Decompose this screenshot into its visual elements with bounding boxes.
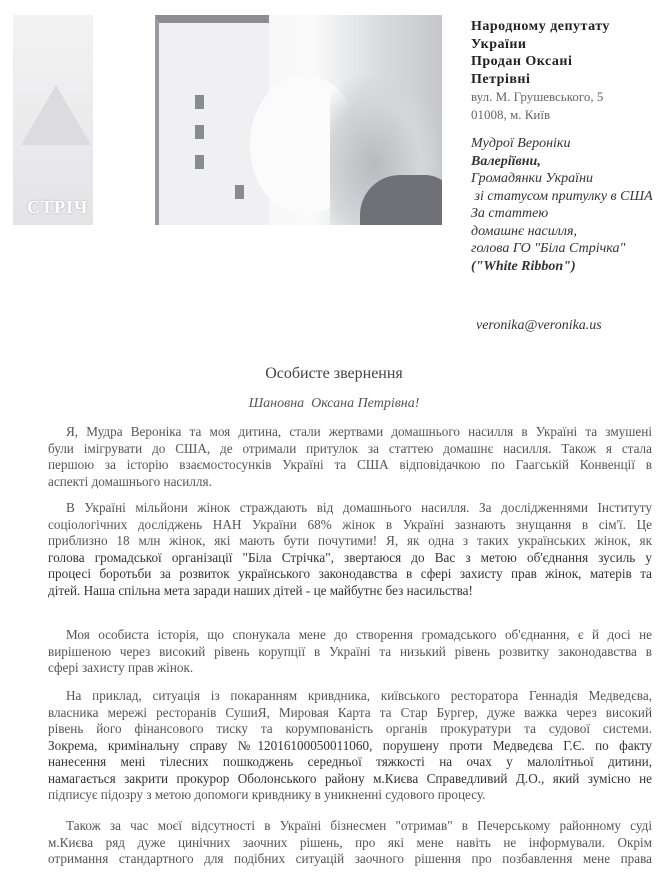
paragraph-line: дітей. Наша спільна мета заради наших дітей - це майбутнє без насильства! (48, 582, 473, 598)
recipient-line: України (471, 36, 527, 52)
recipient-address-line: вул. М. Грушевського, 5 (471, 89, 604, 104)
paragraph-line: На приклад, ситуація із покаранням кривдника, київського ресторатора Геннадія Медведєва, (66, 688, 652, 703)
sender-line: ("White Ribbon") (471, 258, 576, 274)
paragraph-line: Я, Мудра Вероніка та моя дитина, стали жертвами домашнього насилля в Україні та змушені (66, 424, 652, 439)
recipient-address-line: 01008, м. Київ (471, 106, 551, 122)
body-paragraph (48, 424, 652, 490)
ribbon-shape (21, 85, 91, 145)
paragraph-line: приблизно 18 млн жінок, які мають бути почутими! Я, як одна з таких українських жінок, як (48, 533, 652, 548)
body-paragraph (48, 818, 652, 868)
paragraph-line: В Україні мільйони жінок страждають від домашнього насилля. За дослідженнями Інституту (66, 500, 652, 515)
recipient-line: Продан Оксані (471, 54, 573, 69)
body-paragraph (48, 627, 652, 677)
recipient-line: Петрівні (471, 71, 531, 87)
sender-line: Мудрої Вероніки (471, 136, 571, 151)
paragraph-line: сфері захисту прав жінок. (48, 660, 194, 675)
salutation: Шановна Оксана Петрівна! (248, 396, 420, 411)
paragraph-line: процесі боротьби за розвиток українського законодавства в сфері захисту прав жінок, матерів та (48, 566, 652, 581)
paragraph-line: Моя особиста історія, що спонукала мене до створення громадського об'єднання, є й досі не (66, 627, 652, 642)
paragraph-line: голова громадської організації "Біла Стрічка", звертаюся до Вас з метою об'єднання зусиль у (48, 549, 652, 565)
building (155, 15, 269, 225)
sender-line: зі статусом притулку в США (471, 188, 653, 204)
header-photo (155, 15, 442, 225)
paragraph-line: соціологічних досліджень НАН України 68% жінок в Україні зазнають знущання в сім'ї. Це (48, 516, 652, 532)
paragraph-line: підписує підозру з метою допомоги кривднику в уникненні судового процесу. (48, 787, 486, 802)
address-block (471, 18, 653, 275)
sender-line: Громадянки України (471, 171, 594, 186)
organization-logo-image (13, 15, 93, 225)
body-paragraph (48, 500, 652, 599)
paragraph-line: першою за історію взаємостосунків Україні та США відповідачкою по Гаагській Конвенції в (48, 457, 652, 472)
recipient-line: Народному депутату (471, 19, 610, 34)
paragraph-line: аспекті домашнього насилля. (48, 473, 212, 489)
paragraph-line: намагається закрити прокурор Оболонського району м.Києва Справедливий Д.О., який зумісно не (48, 770, 652, 786)
paragraph-line: рівень його фінансового тиску та корумпованість органів прокуратури та судової системи. (48, 721, 652, 736)
paragraph-line: власника мережі ресторанів СушиЯ, Мировая Карта та Стар Бургер, дуже важка через високий (48, 704, 652, 720)
paragraph-line: м.Києва ряд дуже цинічних заочних рішень, про які мене навіть не інформували. Окрім (48, 834, 652, 850)
paragraph-line: були імігрувати до США, де отримали притулок за статтею домашнє насилля. Також я стала (48, 440, 652, 456)
body-paragraph (48, 688, 652, 804)
paragraph-line: Зокрема, кримінальну справу №12016100050011060, порушену проти Медведєва Г.Є. по факту (48, 737, 652, 753)
sender-line: За статтею (471, 206, 549, 221)
paragraph-line: вирішеною через високий рівень корупції в Україні та низький рівень розвитку законодавства в (48, 643, 652, 659)
paragraph-line: Також за час моєї відсутності в Україні бізнесмен "отримав" в Печерському районному суді (66, 818, 652, 833)
sender-email: veronika@veronika.us (476, 318, 602, 333)
sender-line: голова ГО "Біла Стрічка" (471, 241, 626, 256)
paragraph-line: нанесення мені тілесних пошкоджень середньої тяжкості на очах у малолітньої дитини, (48, 754, 652, 769)
letter-title: Особисте звернення (265, 365, 403, 382)
logo-text: СТРІЧ (27, 197, 89, 217)
sender-line: Валеріївни, (471, 153, 541, 169)
paragraph-line: отримання стандартного для подібних ситуацій заочного рішення про позбавлення мене права (48, 851, 652, 866)
sender-line: домашнє насилля, (471, 223, 577, 239)
